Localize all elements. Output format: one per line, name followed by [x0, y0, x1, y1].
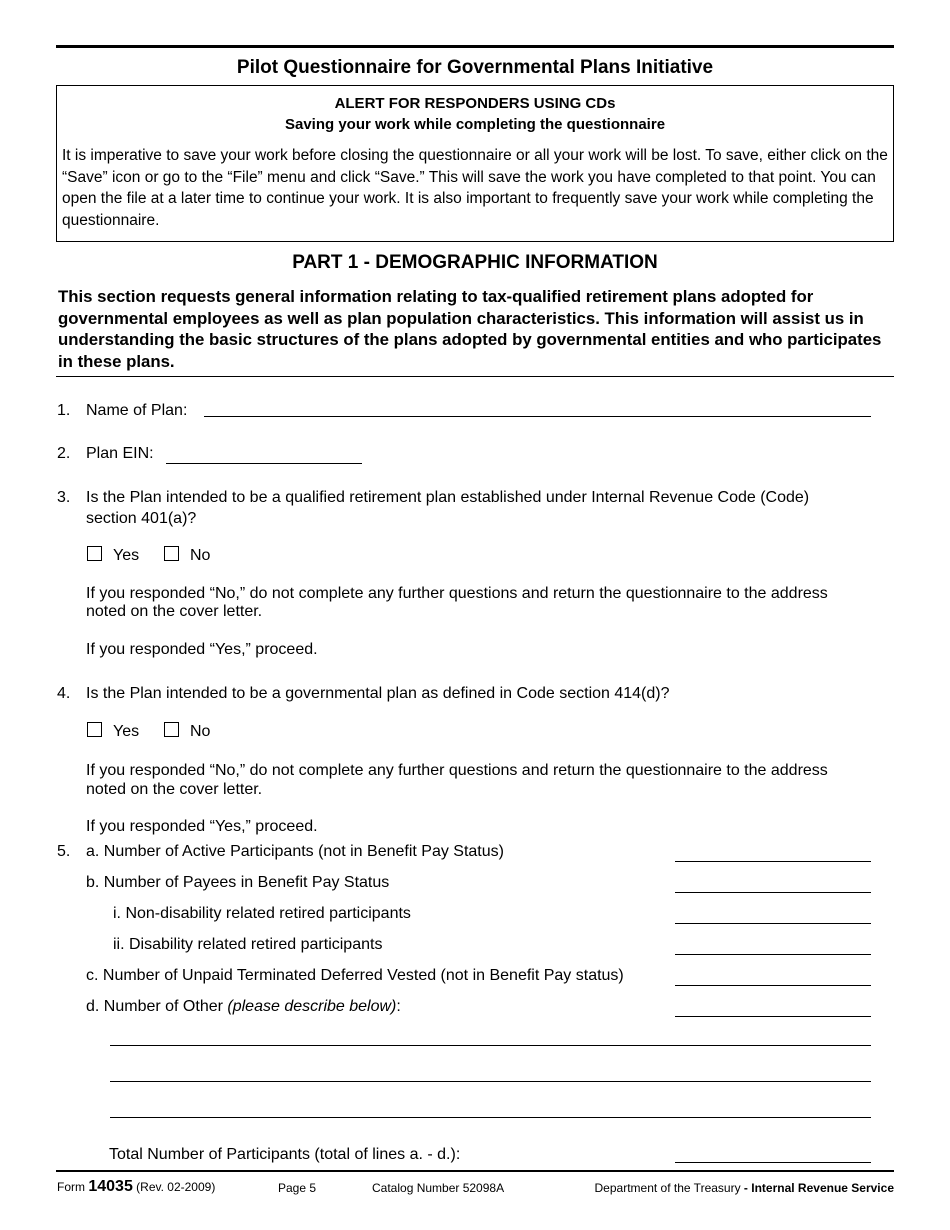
alert-subheading: Saving your work while completing the questionnaire	[284, 116, 666, 133]
part1-intro: This section requests general information relating to tax-qualified retirement plans adopted for governmental employees as well as plan population characteristics. This information will assist us in understanding the basic structures of the plans adopted by governmental entities and who participates in these plans.	[58, 287, 882, 371]
q3-yes-checkbox[interactable]	[87, 546, 102, 561]
q5d-description-line-2[interactable]	[110, 1081, 871, 1082]
q5bii-field[interactable]	[675, 954, 871, 955]
q4-yes-note: If you responded “Yes,” proceed.	[86, 818, 318, 835]
top-rule	[56, 45, 894, 48]
q3-no-note-line2: noted on the cover letter.	[86, 603, 263, 620]
q3-question-line2: section 401(a)?	[86, 510, 197, 527]
q5c-field[interactable]	[675, 985, 871, 986]
q5d-italic-note: (please describe below)	[227, 998, 397, 1015]
q5b-field[interactable]	[675, 892, 871, 893]
q3-yes-note: If you responded “Yes,” proceed.	[86, 641, 318, 658]
q3-question-line1: Is the Plan intended to be a qualified retirement plan established under Internal Revenue Code (Code)	[86, 489, 810, 506]
plan-ein-field[interactable]	[166, 463, 362, 464]
footer-form-number: 14035	[88, 1178, 133, 1195]
q4-no-note-line2: noted on the cover letter.	[86, 781, 263, 798]
q5d-label	[86, 997, 401, 1016]
q5bi-field[interactable]	[675, 923, 871, 924]
q2-label: Plan EIN:	[86, 445, 154, 462]
q5b-label: b. Number of Payees in Benefit Pay Status	[86, 874, 390, 891]
footer-catalog: Catalog Number 52098A	[372, 1181, 505, 1195]
q4-no-checkbox[interactable]	[164, 722, 179, 737]
q5c-label: c. Number of Unpaid Terminated Deferred Vested (not in Benefit Pay status)	[86, 967, 624, 984]
q5-total-label: Total Number of Participants (total of lines a. - d.):	[109, 1146, 461, 1163]
q3-number: 3.	[57, 489, 71, 506]
q5a-label: a. Number of Active Participants (not in Benefit Pay Status)	[86, 843, 504, 860]
alert-body: It is imperative to save your work before closing the questionnaire or all your work will be lost. To save, either click on the “Save” icon or go to the “File” menu and click “Save.” This will save the work you have completed to that point. You can open the file at a later time to continue your work. It is also important to frequently save your work while completing the questionnaire.	[62, 147, 888, 229]
q5d-description-line-3[interactable]	[110, 1117, 871, 1118]
q5d-colon: :	[396, 998, 401, 1015]
part1-heading: PART 1 - DEMOGRAPHIC INFORMATION	[292, 252, 658, 273]
q2-number: 2.	[57, 445, 71, 462]
q5a-field[interactable]	[675, 861, 871, 862]
q3-no-label: No	[190, 547, 211, 564]
intro-rule	[56, 376, 894, 377]
q1-label: Name of Plan:	[86, 402, 188, 419]
alert-box	[56, 85, 894, 242]
q5d-field[interactable]	[675, 1016, 871, 1017]
bottom-rule	[56, 1170, 894, 1172]
footer-dept	[595, 1181, 894, 1195]
q5-total-field[interactable]	[675, 1162, 871, 1163]
footer-revision: (Rev. 02-2009)	[132, 1180, 216, 1194]
footer-irs: - Internal Revenue Service	[740, 1181, 894, 1195]
q3-yes-label: Yes	[113, 547, 140, 564]
q5d-text: d. Number of Other	[86, 998, 228, 1015]
page-title: Pilot Questionnaire for Governmental Plans Initiative	[236, 57, 714, 78]
footer-page: Page 5	[278, 1181, 317, 1195]
q5-number: 5.	[57, 843, 71, 860]
footer-dept-text: Department of the Treasury	[594, 1181, 741, 1195]
q4-number: 4.	[57, 685, 71, 702]
q4-no-note-line1: If you responded “No,” do not complete any further questions and return the questionnaire to the address	[86, 762, 828, 779]
q3-no-checkbox[interactable]	[164, 546, 179, 561]
q4-no-label: No	[190, 723, 211, 740]
alert-heading: ALERT FOR RESPONDERS USING CDs	[334, 95, 616, 112]
q5d-description-line-1[interactable]	[110, 1045, 871, 1046]
q3-no-note-line1: If you responded “No,” do not complete any further questions and return the questionnaire to the address	[86, 585, 828, 602]
q4-yes-checkbox[interactable]	[87, 722, 102, 737]
q1-number: 1.	[57, 402, 71, 419]
q5bii-label: ii. Disability related retired participants	[113, 936, 383, 953]
q4-yes-label: Yes	[113, 723, 140, 740]
q4-question: Is the Plan intended to be a governmental plan as defined in Code section 414(d)?	[86, 685, 670, 702]
footer-form-prefix: Form	[57, 1180, 89, 1194]
plan-name-field[interactable]	[204, 416, 871, 417]
q5bi-label: i. Non-disability related retired participants	[113, 905, 411, 922]
footer-form	[57, 1178, 215, 1196]
